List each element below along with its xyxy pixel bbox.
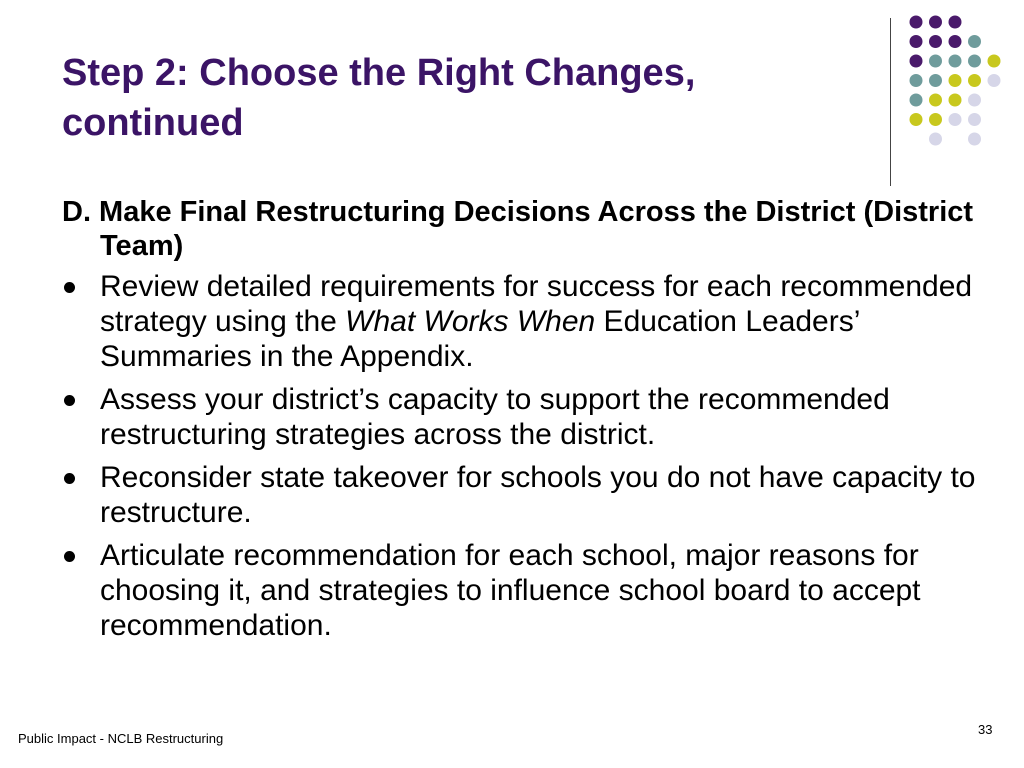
decorative-dot	[910, 74, 923, 87]
decorative-dot	[968, 35, 981, 48]
decorative-dot	[988, 55, 1001, 68]
decorative-dot	[929, 74, 942, 87]
bullet-list	[62, 269, 982, 643]
decorative-dot	[968, 113, 981, 126]
bullet-item-reconsider-takeover	[62, 460, 982, 530]
bullet-dot-icon	[64, 282, 75, 293]
bullet-text: Reconsider state takeover for schools you do not have capacity to restructure.	[100, 461, 976, 529]
decorative-dot	[949, 74, 962, 87]
decorative-dot	[968, 55, 981, 68]
page-number: 33	[978, 722, 993, 737]
decorative-dot-grid	[905, 14, 1024, 174]
bullet-text: Assess your district’s capacity to support the recommended restructuring strategies across the district.	[100, 383, 890, 451]
section-heading: D. Make Final Restructuring Decisions Across the District (District Team)	[62, 196, 974, 262]
decorative-dot	[988, 74, 1001, 87]
footer-text: Public Impact - NCLB Restructuring	[18, 731, 224, 746]
decorative-dot	[968, 94, 981, 107]
bullet-dot-icon	[64, 551, 75, 562]
bullet-item-assess-capacity	[62, 382, 982, 452]
decorative-dot	[949, 35, 962, 48]
decorative-dot	[929, 133, 942, 146]
decorative-dot	[949, 113, 962, 126]
decorative-dot	[929, 94, 942, 107]
slide-title: Step 2: Choose the Right Changes, continued	[62, 52, 696, 144]
decorative-dot	[910, 35, 923, 48]
bullet-dot-icon	[64, 473, 75, 484]
dot-grid-graphic	[905, 14, 1024, 174]
decorative-dot	[929, 55, 942, 68]
decorative-dot	[929, 16, 942, 29]
decorative-dot	[968, 74, 981, 87]
bullet-text: Articulate recommendation for each school, major reasons for choosing it, and strategies to influence school board to accept recommendation.	[100, 539, 921, 642]
decorative-dot	[929, 35, 942, 48]
decorative-dot	[949, 55, 962, 68]
bullet-text-post: Education Leaders’ Summaries in the Appendix.	[100, 305, 860, 373]
bullet-item-articulate-recommendation	[62, 538, 982, 643]
slide-body	[62, 195, 982, 651]
bullet-dot-icon	[64, 395, 75, 406]
decorative-dot	[910, 55, 923, 68]
decorative-dot	[968, 133, 981, 146]
decorative-dot	[949, 94, 962, 107]
title-divider	[890, 18, 891, 186]
bullet-item-review-requirements	[62, 269, 982, 374]
decorative-dot	[929, 113, 942, 126]
bullet-text-pre: Review detailed requirements for success for each recommended strategy using the	[100, 270, 973, 338]
decorative-dot	[949, 16, 962, 29]
decorative-dot	[910, 16, 923, 29]
decorative-dot	[910, 113, 923, 126]
bullet-text-emphasis: What Works When	[345, 305, 596, 338]
decorative-dot	[910, 94, 923, 107]
